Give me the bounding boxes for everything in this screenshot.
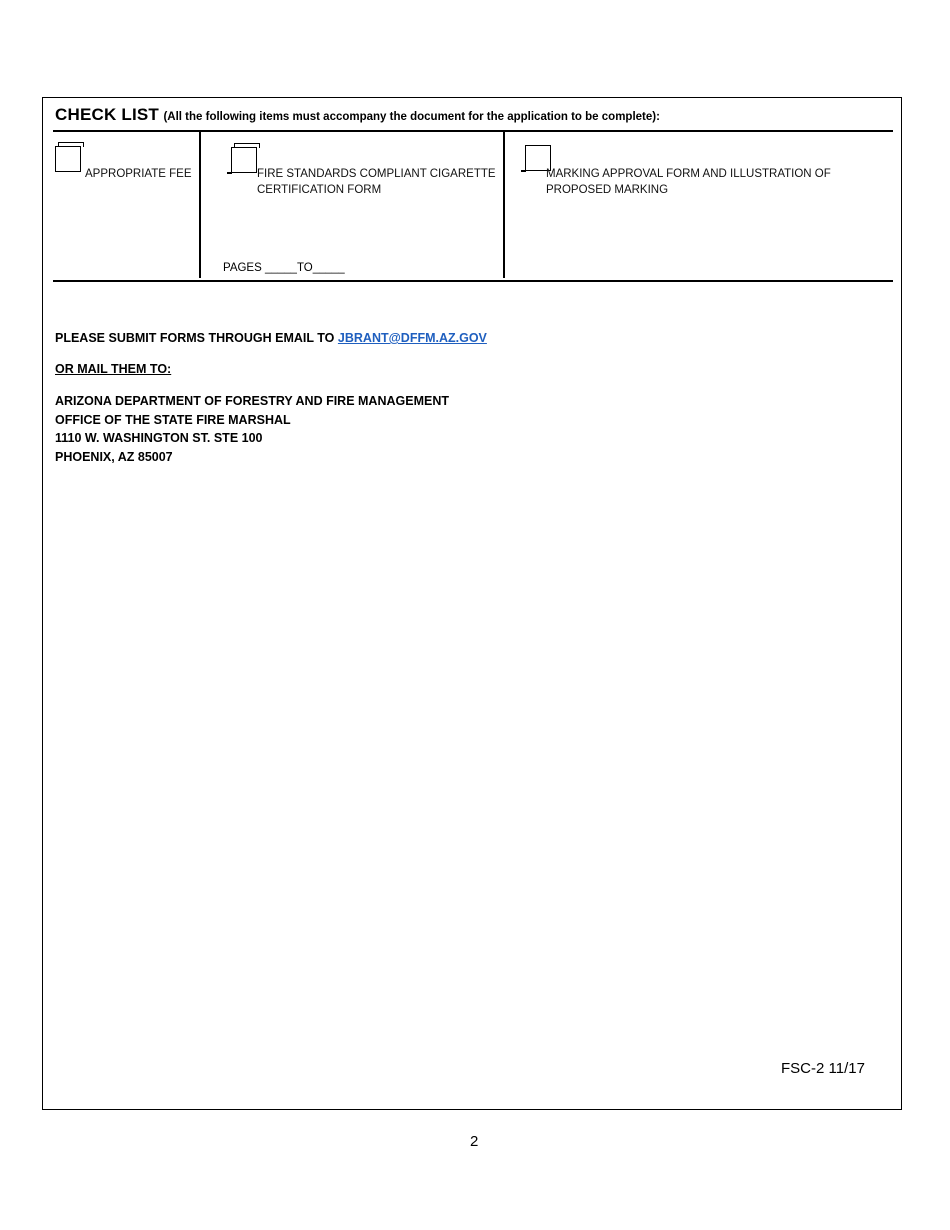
address-line: PHOENIX, AZ 85007 <box>55 449 173 464</box>
page-number: 2 <box>470 1133 479 1150</box>
column-divider <box>503 132 505 278</box>
checklist-title: CHECK LIST <box>55 105 159 124</box>
email-instruction-text: PLEASE SUBMIT FORMS THROUGH EMAIL TO <box>55 331 335 345</box>
fire-standards-form-checkbox[interactable] <box>231 147 257 173</box>
checklist-item-label: FIRE STANDARDS COMPLIANT CIGARETTE CERTIFICATION FORM <box>257 168 496 196</box>
checklist-bottom-rule <box>53 280 893 282</box>
pages-range: PAGES _____TO_____ <box>223 262 345 274</box>
address-line: OFFICE OF THE STATE FIRE MARSHAL <box>55 412 291 427</box>
appropriate-fee-checkbox[interactable] <box>55 146 81 172</box>
checklist-heading <box>55 105 660 125</box>
mail-heading: OR MAIL THEM TO: <box>55 362 172 376</box>
checklist-top-rule <box>53 130 893 132</box>
checklist-item-label: MARKING APPROVAL FORM AND ILLUSTRATION OF PROPOSED MARKING <box>546 168 831 196</box>
address-line: 1110 W. WASHINGTON ST. STE 100 <box>55 431 263 445</box>
checklist-subtitle: (All the following items must accompany the document for the application to be complete): <box>163 111 660 123</box>
column-divider <box>199 132 201 278</box>
email-link[interactable]: JBRANT@DFFM.AZ.GOV <box>337 331 487 345</box>
form-frame <box>42 97 902 1110</box>
email-instruction <box>55 331 487 345</box>
checklist-item-label: APPROPRIATE FEE <box>85 168 192 180</box>
address-line: ARIZONA DEPARTMENT OF FORESTRY AND FIRE MANAGEMENT <box>55 394 449 408</box>
mailing-address <box>55 392 449 466</box>
form-code: FSC-2 11/17 <box>781 1060 865 1077</box>
